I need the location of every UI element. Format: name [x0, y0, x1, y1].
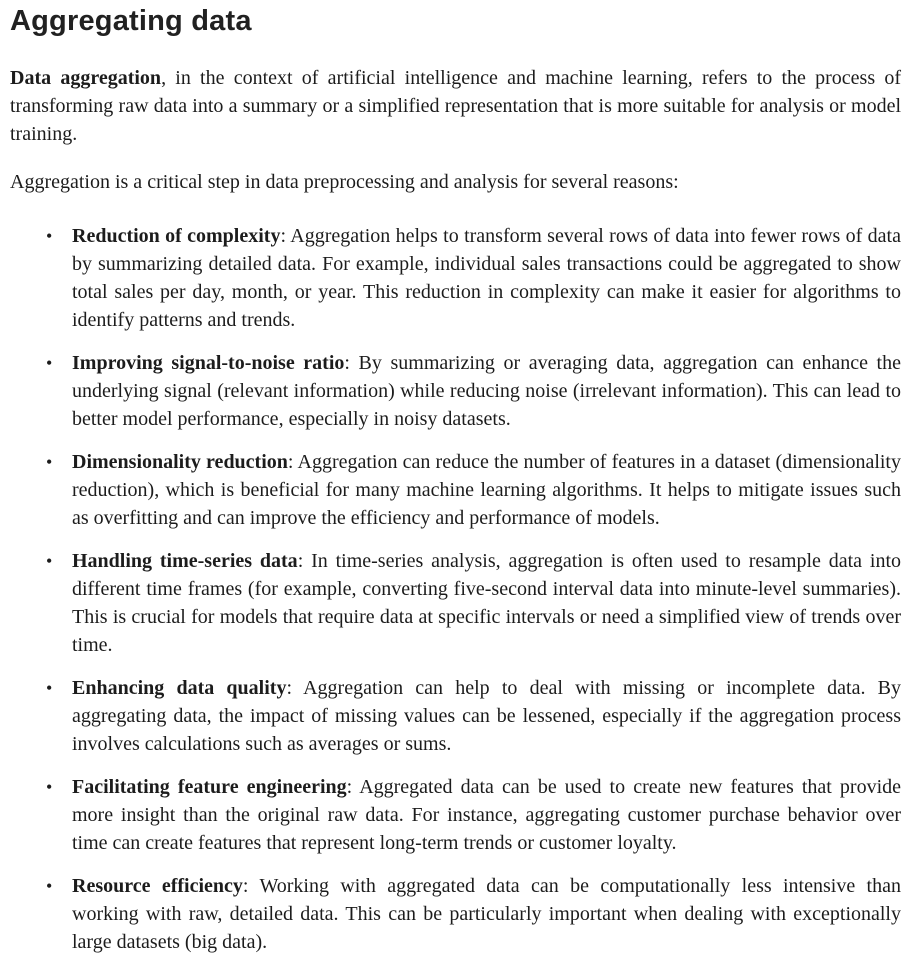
- bullet-text: : Aggregation can help to deal with missing or incomplete data. By aggregating data, the impact of missing values can be lessened, especially if the aggregation process involves calculations such as averages or sums.: [72, 676, 901, 755]
- list-item: [46, 349, 901, 433]
- bullet-term: Improving signal-to-noise ratio: [72, 351, 345, 374]
- list-item: [46, 222, 901, 334]
- bullet-term: Handling time-series data: [72, 549, 298, 572]
- list-item: [46, 872, 901, 956]
- list-item: [46, 674, 901, 758]
- list-item: [46, 547, 901, 659]
- list-item: [46, 448, 901, 532]
- bullet-text: : Working with aggregated data can be computationally less intensive than working with raw, detailed data. This can be particularly important when dealing with exceptionally large datasets (big data).: [72, 874, 901, 953]
- intro-paragraph-text: , in the context of artificial intelligence and machine learning, refers to the process of transforming raw data into a summary or a simplified representation that is more suitable for analysis or model training.: [10, 66, 901, 145]
- page-title: Aggregating data: [10, 5, 252, 37]
- bullet-text: : By summarizing or averaging data, aggregation can enhance the underlying signal (relevant information) while reducing noise (irrelevant information). This can lead to better model performance, especially in noisy datasets.: [72, 351, 901, 430]
- list-item: [46, 773, 901, 857]
- bullet-term: Dimensionality reduction: [72, 450, 288, 473]
- bullet-text: : Aggregation helps to transform several rows of data into fewer rows of data by summarizing detailed data. For example, individual sales transactions could be aggregated to show total sales per day, month, or year. This reduction in complexity can make it easier for algorithms to identify patterns and trends.: [72, 224, 901, 331]
- bullet-text: : In time-series analysis, aggregation is often used to resample data into different time frames (for example, converting five-second interval data into minute-level summaries). This is crucial for models that require data at specific intervals or need a simplified view of trends over time.: [72, 549, 902, 656]
- intro-paragraph: [10, 64, 901, 148]
- reasons-list: [10, 222, 901, 956]
- bullet-term: Reduction of complexity: [72, 224, 281, 247]
- bullet-text: : Aggregated data can be used to create new features that provide more insight than the original raw data. For instance, aggregating customer purchase behavior over time can create features that represent long-term trends or customer loyalty.: [72, 775, 901, 854]
- bullet-term: Enhancing data quality: [72, 676, 287, 699]
- list-intro-paragraph: Aggregation is a critical step in data preprocessing and analysis for several reasons:: [10, 170, 679, 193]
- bullet-term: Resource efficiency: [72, 874, 243, 897]
- bullet-term: Facilitating feature engineering: [72, 775, 347, 798]
- bullet-text: : Aggregation can reduce the number of features in a dataset (dimensionality reduction), which is beneficial for many machine learning algorithms. It helps to mitigate issues such as overfitting and can improve the efficiency and performance of models.: [72, 450, 901, 529]
- intro-lead-term: Data aggregation: [10, 66, 162, 89]
